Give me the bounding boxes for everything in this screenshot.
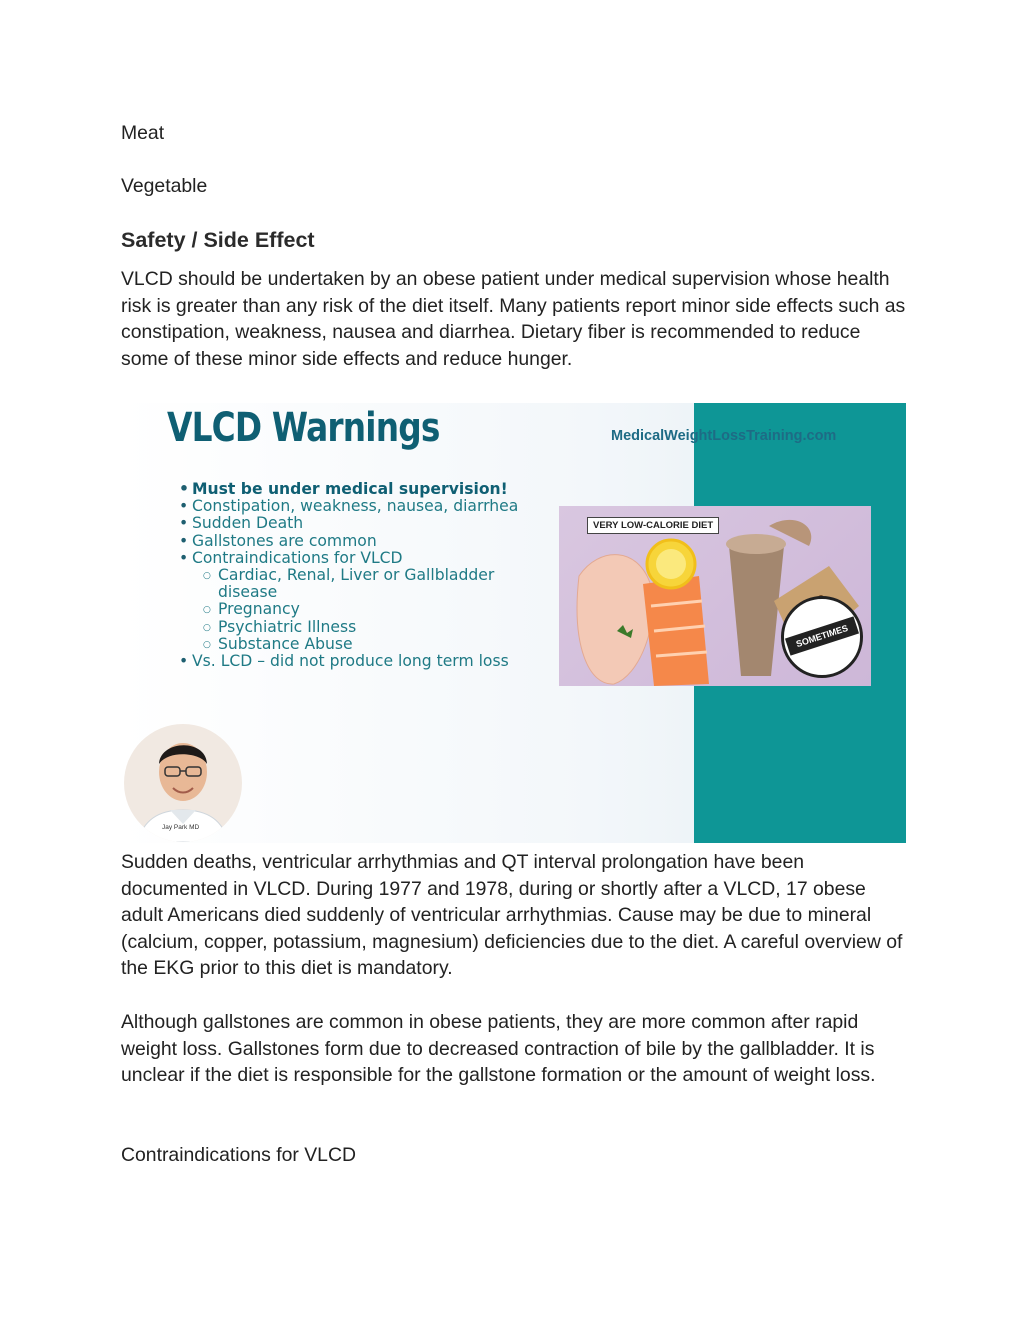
- paragraph-sudden-death: Sudden deaths, ventricular arrhythmias and QT interval prolongation have been documented in VLCD. During 1977 and 1978, during or shortly after a VLCD, 17 obese adult Americans died suddenly of ventricular arrhythmias. Cause may be due to mineral (calcium, copper, potassium, magnesium) deficiencies due to the diet. A careful overview of the EKG prior to this diet is mandatory.: [121, 851, 903, 979]
- bullet-item: • Gallstones are common: [179, 533, 518, 550]
- bullet-item: • Sudden Death: [179, 515, 518, 532]
- bullet-item: • Contraindications for VLCD: [179, 550, 518, 567]
- line-contraindications: Contraindications for VLCD: [121, 1144, 356, 1166]
- sub-bullet-item: ○ Cardiac, Renal, Liver or Gallbladder: [179, 567, 518, 584]
- site-url: MedicalWeightLossTraining.com: [611, 428, 837, 444]
- bullet-item: • Must be under medical supervision!: [179, 481, 518, 498]
- line-meat: Meat: [121, 122, 165, 144]
- paragraph-gallstones: Although gallstones are common in obese patients, they are more common after rapid weight loss. Gallstones form due to decreased contraction of bile by the gallbladder. It is unclear if the diet is responsible for the gallstone formation or the amount of weight loss.: [121, 1011, 876, 1086]
- sub-bullet-continuation: disease: [218, 583, 278, 602]
- sub-bullet-item: ○ Pregnancy: [179, 601, 518, 618]
- food-photo: [559, 506, 871, 686]
- presenter-avatar: [124, 724, 242, 842]
- avatar-name: Jay Park MD: [162, 824, 200, 831]
- seal-text: SOMETIMES: [785, 616, 859, 655]
- heading-safety: Safety / Side Effect: [121, 228, 315, 252]
- recommendation-seal: [781, 596, 863, 678]
- warning-bullets: [179, 481, 518, 670]
- food-label: VERY LOW-CALORIE DIET: [587, 517, 719, 534]
- bullet-item: • Constipation, weakness, nausea, diarrhea: [179, 498, 518, 515]
- sub-bullet-item: ○ Psychiatric Illness: [179, 619, 518, 636]
- sub-bullet-item: ○ Substance Abuse: [179, 636, 518, 653]
- vlcd-warnings-slide: [121, 403, 906, 843]
- bullet-item: • Vs. LCD – did not produce long term loss: [179, 653, 518, 670]
- line-vegetable: Vegetable: [121, 175, 208, 197]
- slide-title: VLCD Warnings: [167, 405, 440, 451]
- paragraph-safety: VLCD should be undertaken by an obese patient under medical supervision whose health risk is greater than any risk of the diet itself. Many patients report minor side effects such as constipation, weakness, nausea and diarrhea. Dietary fiber is recommended to reduce some of these minor side effects and reduce hunger.: [121, 268, 906, 370]
